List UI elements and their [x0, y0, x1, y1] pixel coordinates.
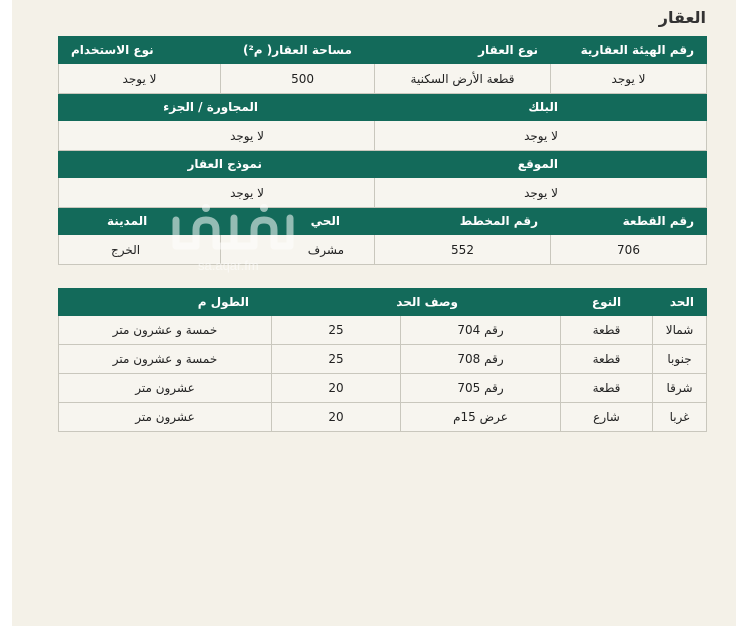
property-value-row — [59, 178, 707, 208]
table-row — [59, 374, 707, 403]
boundary-type: شارع — [561, 403, 653, 432]
boundary-length: 25 — [272, 345, 401, 374]
header-cell: المدينة — [59, 208, 221, 235]
boundary-direction: شمالا — [653, 316, 707, 345]
boundary-length-text: عشرون متر — [59, 403, 272, 432]
value-cell: 500 — [221, 64, 375, 94]
property-value-row — [59, 121, 707, 151]
boundary-length-text: خمسة و عشرون متر — [59, 316, 272, 345]
boundary-type: قطعة — [561, 345, 653, 374]
header-cell: نوع العقار — [375, 37, 551, 64]
value-cell: لا يوجد — [59, 178, 375, 208]
table-row — [59, 403, 707, 432]
boundary-direction: غربا — [653, 403, 707, 432]
value-cell: لا يوجد — [59, 64, 221, 94]
boundary-type: قطعة — [561, 374, 653, 403]
value-cell: لا يوجد — [375, 178, 707, 208]
header-cell: الطول م — [59, 289, 272, 316]
header-cell: البلك — [375, 94, 707, 121]
boundary-description: رقم 705 — [401, 374, 561, 403]
value-cell: 552 — [375, 235, 551, 265]
header-cell: وصف الحد — [272, 289, 561, 316]
boundary-description: رقم 708 — [401, 345, 561, 374]
boundary-length-text: عشرون متر — [59, 374, 272, 403]
header-cell: الحي — [221, 208, 375, 235]
value-cell: مشرف — [221, 235, 375, 265]
header-cell: المجاورة / الجزء — [59, 94, 375, 121]
property-header-row — [59, 94, 707, 121]
header-cell: رقم المخطط — [375, 208, 551, 235]
value-cell: لا يوجد — [551, 64, 707, 94]
header-cell: نوع الاستخدام — [59, 37, 221, 64]
header-cell: نموذج العقار — [59, 151, 375, 178]
property-header-row — [59, 208, 707, 235]
page-title: العقار — [658, 8, 706, 27]
header-cell: رقم الهيئة العقارية — [551, 37, 707, 64]
boundary-length: 25 — [272, 316, 401, 345]
value-cell: قطعة الأرض السكنية — [375, 64, 551, 94]
header-cell: الحد — [653, 289, 707, 316]
value-cell: 706 — [551, 235, 707, 265]
boundary-direction: جنوبا — [653, 345, 707, 374]
boundary-length-text: خمسة و عشرون متر — [59, 345, 272, 374]
table-row — [59, 345, 707, 374]
boundary-direction: شرقا — [653, 374, 707, 403]
value-cell: لا يوجد — [375, 121, 707, 151]
value-cell: الخرج — [59, 235, 221, 265]
value-cell: لا يوجد — [59, 121, 375, 151]
boundaries-table — [58, 288, 707, 432]
boundary-description: عرض 15م — [401, 403, 561, 432]
boundary-length: 20 — [272, 374, 401, 403]
property-value-row — [59, 64, 707, 94]
property-header-row — [59, 151, 707, 178]
boundary-length: 20 — [272, 403, 401, 432]
table-row — [59, 316, 707, 345]
watermark-text: sa.aqar.fm — [198, 258, 259, 273]
header-cell: مساحة العقار( م²) — [221, 37, 375, 64]
boundary-description: رقم 704 — [401, 316, 561, 345]
header-cell: الموقع — [375, 151, 707, 178]
property-header-row — [59, 37, 707, 64]
property-value-row — [59, 235, 707, 265]
property-table — [58, 36, 707, 265]
header-cell: رقم القطعة — [551, 208, 707, 235]
header-cell: النوع — [561, 289, 653, 316]
boundaries-header-row — [59, 289, 707, 316]
boundary-type: قطعة — [561, 316, 653, 345]
